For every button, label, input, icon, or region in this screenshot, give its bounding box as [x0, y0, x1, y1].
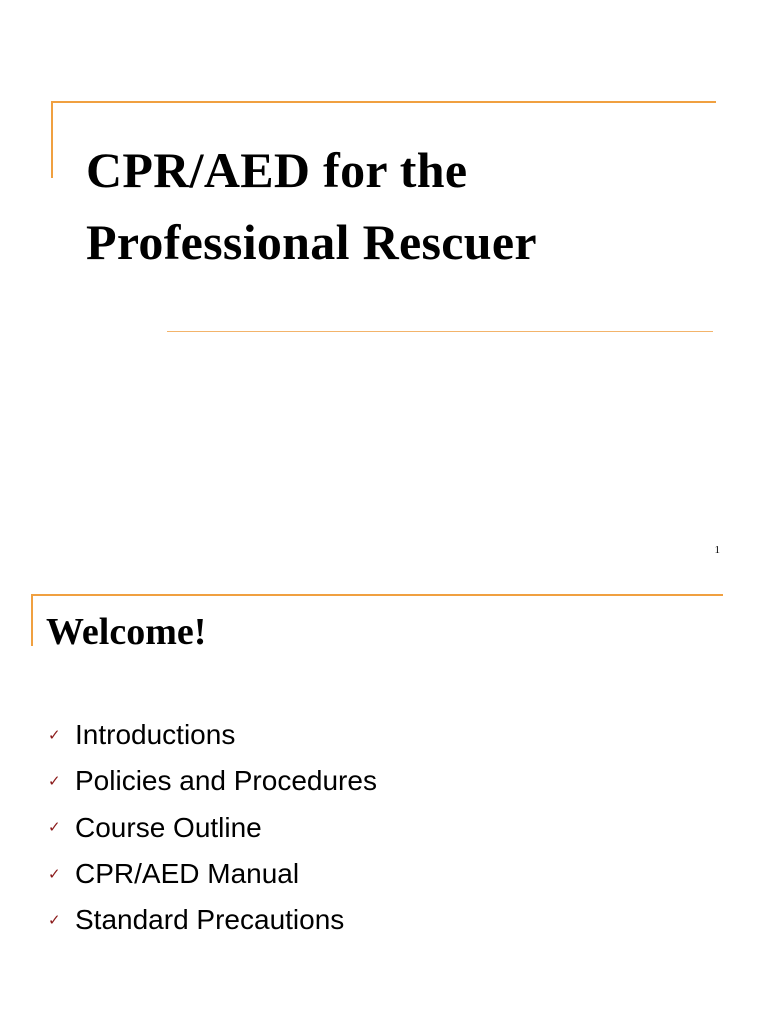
list-item-text: Policies and Procedures — [75, 765, 377, 797]
accent-line-bottom — [167, 331, 713, 332]
list-item — [48, 851, 377, 897]
slide-title — [86, 134, 706, 278]
list-item-text: Standard Precautions — [75, 904, 345, 936]
slide-heading: Welcome! — [46, 611, 207, 653]
accent-line-top — [51, 101, 716, 103]
accent-line-left — [51, 101, 53, 178]
list-item-text: Introductions — [75, 719, 236, 751]
accent-line-left — [31, 594, 33, 646]
slide-title-line-2: Professional Rescuer — [86, 214, 537, 270]
check-icon: ✓ — [48, 771, 61, 790]
list-item — [48, 897, 377, 943]
page-number: 1 — [714, 544, 720, 556]
list-item-text: Course Outline — [75, 811, 262, 843]
check-icon: ✓ — [48, 818, 61, 837]
check-icon: ✓ — [48, 725, 61, 744]
check-icon: ✓ — [48, 910, 61, 929]
list-item-text: CPR/AED Manual — [75, 858, 300, 890]
welcome-slide — [0, 576, 768, 1024]
list-item — [48, 758, 377, 804]
check-icon: ✓ — [48, 864, 61, 883]
bullet-list — [48, 712, 377, 943]
slide-title-line-1: CPR/AED for the — [86, 142, 468, 198]
list-item — [48, 805, 377, 851]
accent-line-top — [31, 594, 723, 596]
list-item — [48, 712, 377, 758]
